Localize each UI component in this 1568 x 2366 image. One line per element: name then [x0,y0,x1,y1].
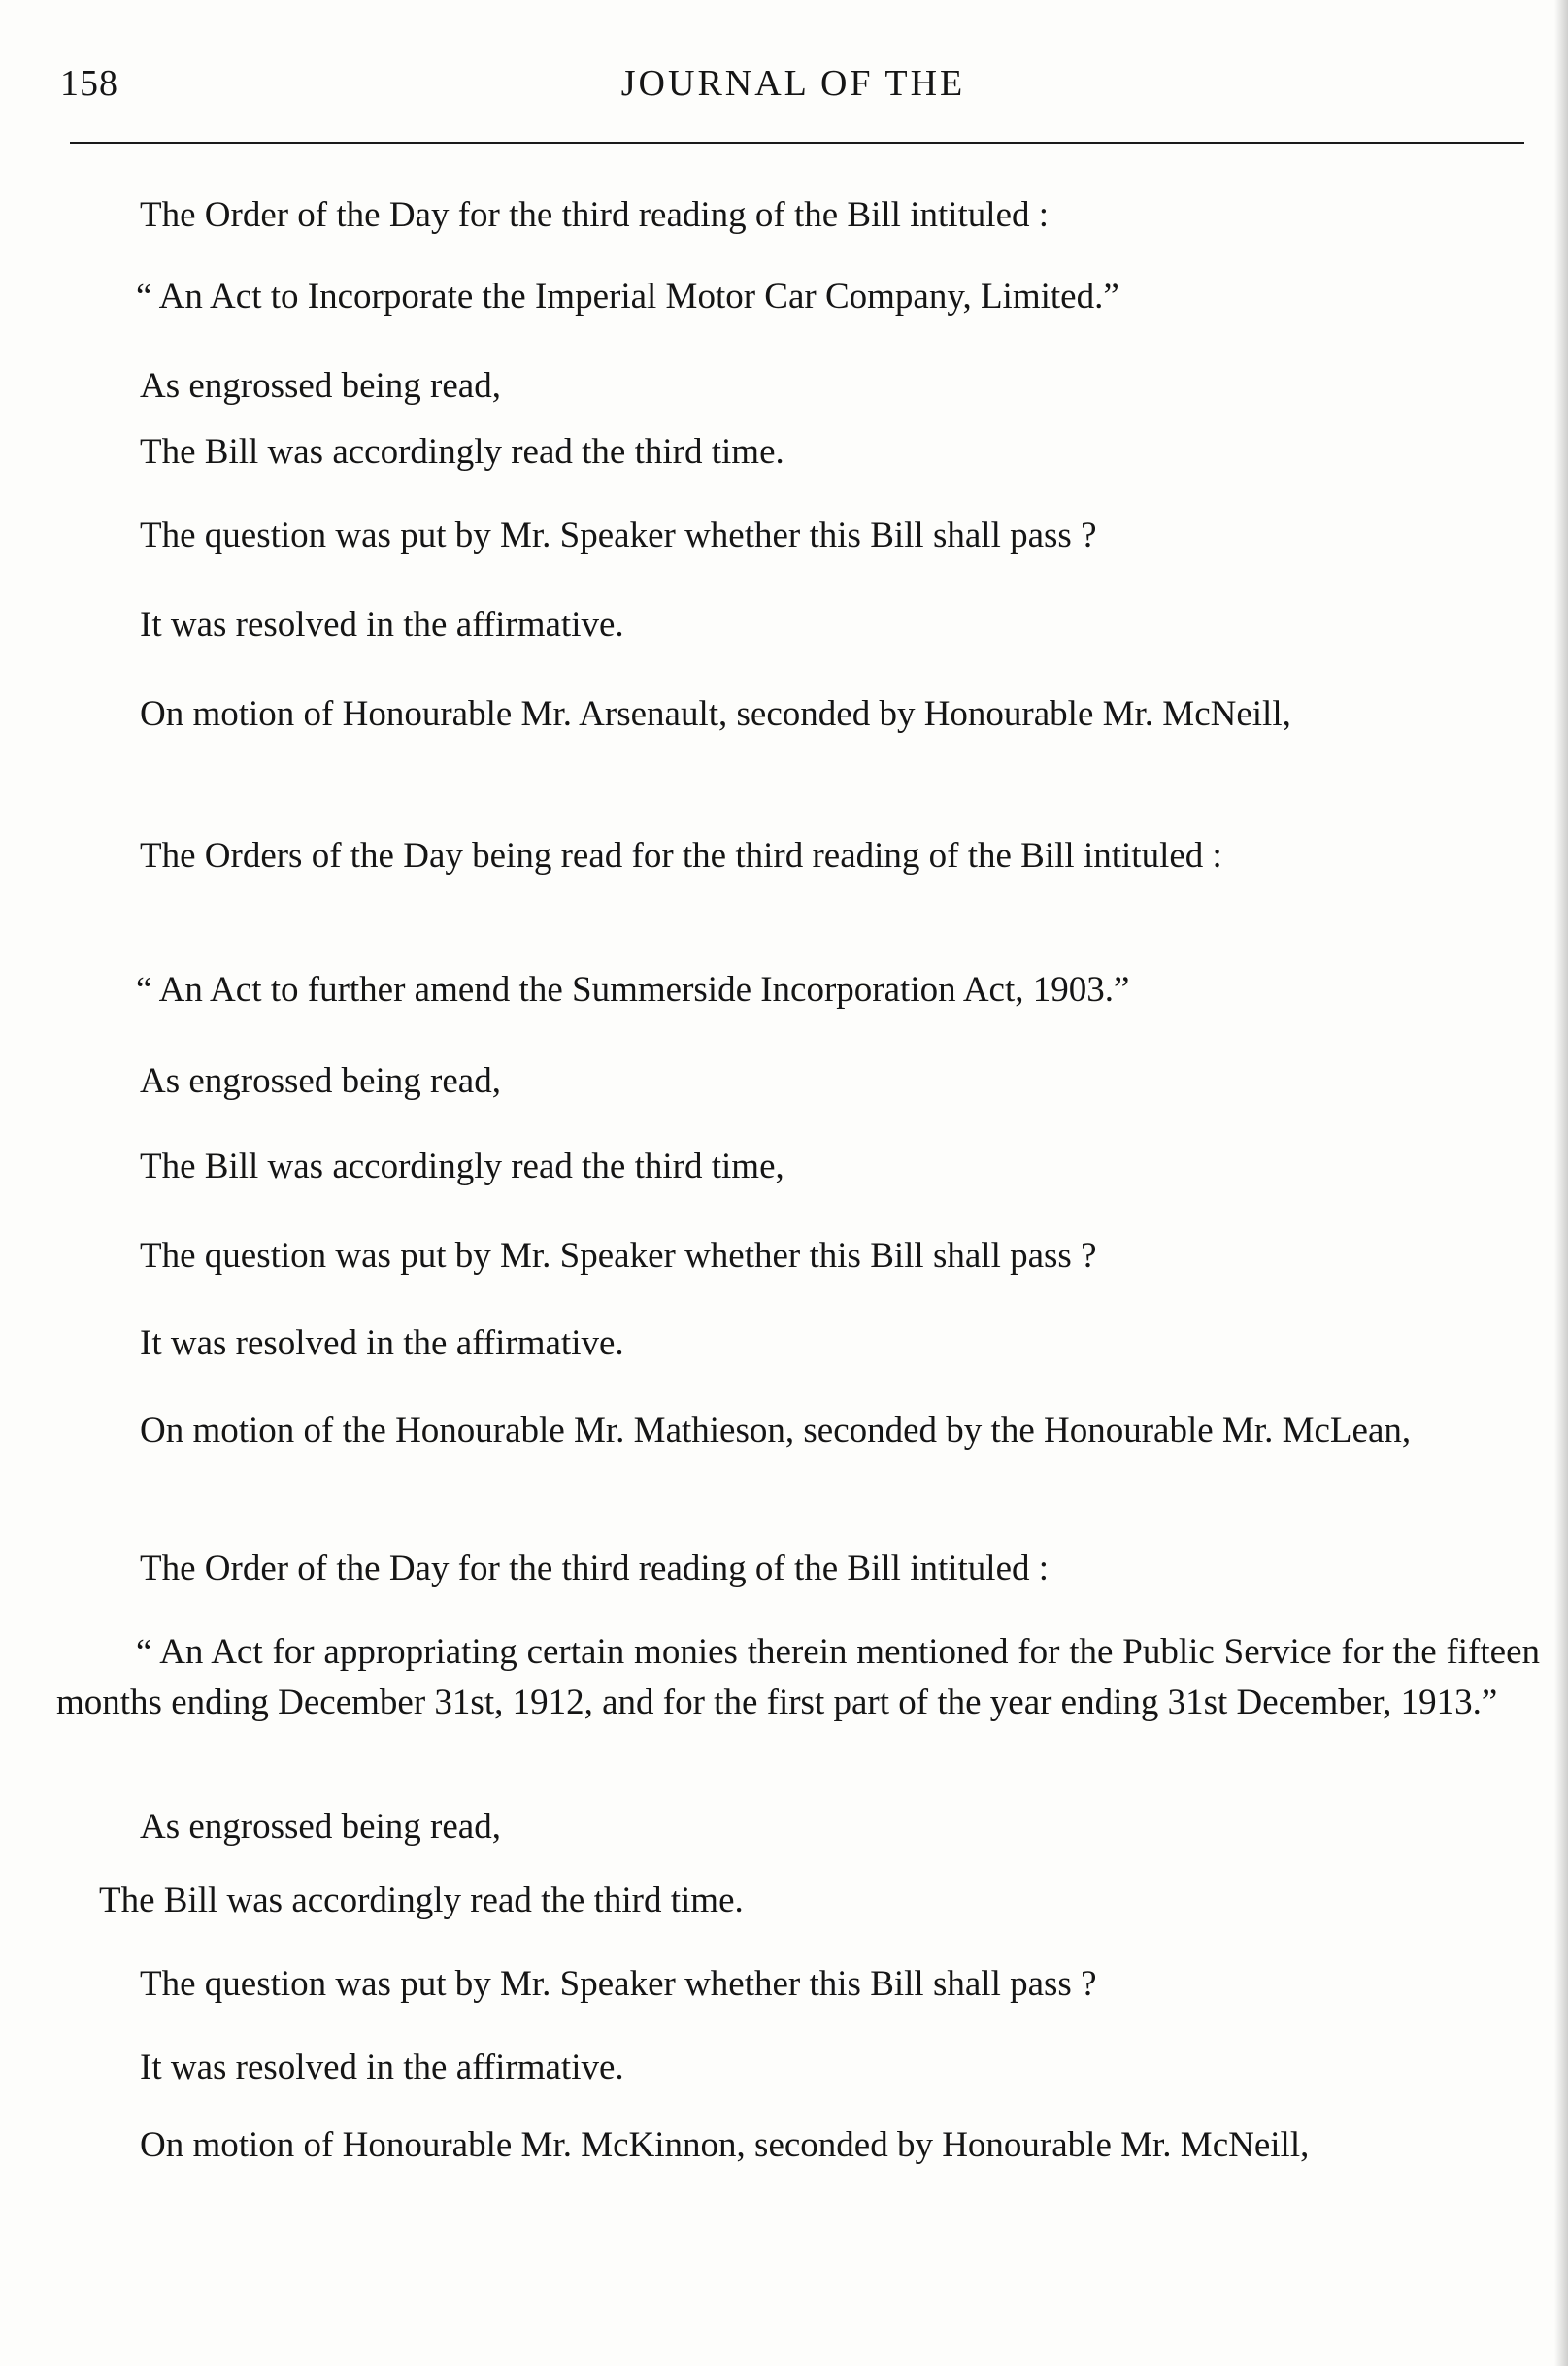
paragraph: It was resolved in the affirmative. [140,1323,624,1363]
paragraph: The question was put by Mr. Speaker whether this Bill shall pass ? [140,1964,1097,2004]
page-header [60,62,1526,120]
running-head: JOURNAL OF THE [620,63,966,104]
paragraph: The question was put by Mr. Speaker whether this Bill shall pass ? [140,1236,1097,1276]
bill-title: “ An Act to further amend the Summerside Incorporation Act, 1903.” [136,970,1130,1010]
motion-paragraph: On motion of Honourable Mr. Arsenault, seconded by Honourable Mr. McNeill, [140,694,1291,734]
motion-paragraph: On motion of the Honourable Mr. Mathieson, seconded by the Honourable Mr. McLean, [140,1411,1412,1450]
paragraph: It was resolved in the affirmative. [140,605,624,645]
page-edge-shadow [1554,0,1568,2366]
header-rule [70,142,1524,144]
motion-paragraph: On motion of Honourable Mr. McKinnon, seconded by Honourable Mr. McNeill, [140,2125,1310,2165]
paragraph: The Orders of the Day being read for the third reading of the Bill intituled : [140,836,1222,876]
paragraph: The Order of the Day for the third reading of the Bill intituled : [140,195,1050,235]
paragraph: The Bill was accordingly read the third time, [140,1147,784,1186]
paragraph: As engrossed being read, [140,1807,501,1847]
paragraph: The question was put by Mr. Speaker whether this Bill shall pass ? [140,516,1097,555]
paragraph: As engrossed being read, [140,366,501,406]
bill-title: “ An Act for appropriating certain monies therein mentioned for the Public Service for the fifteen months ending December 31st, 1912, and for the first part of the year ending 31st December, 1913.” [56,1632,1540,1722]
paragraph: The Bill was accordingly read the third time. [140,432,784,472]
paragraph: It was resolved in the affirmative. [140,2048,624,2087]
bill-title: “ An Act to Incorporate the Imperial Motor Car Company, Limited.” [136,277,1119,317]
paragraph: As engrossed being read, [140,1061,501,1101]
paragraph: The Order of the Day for the third reading of the Bill intituled : [140,1549,1050,1588]
page-number: 158 [60,63,118,104]
paragraph: The Bill was accordingly read the third time. [99,1881,744,1920]
